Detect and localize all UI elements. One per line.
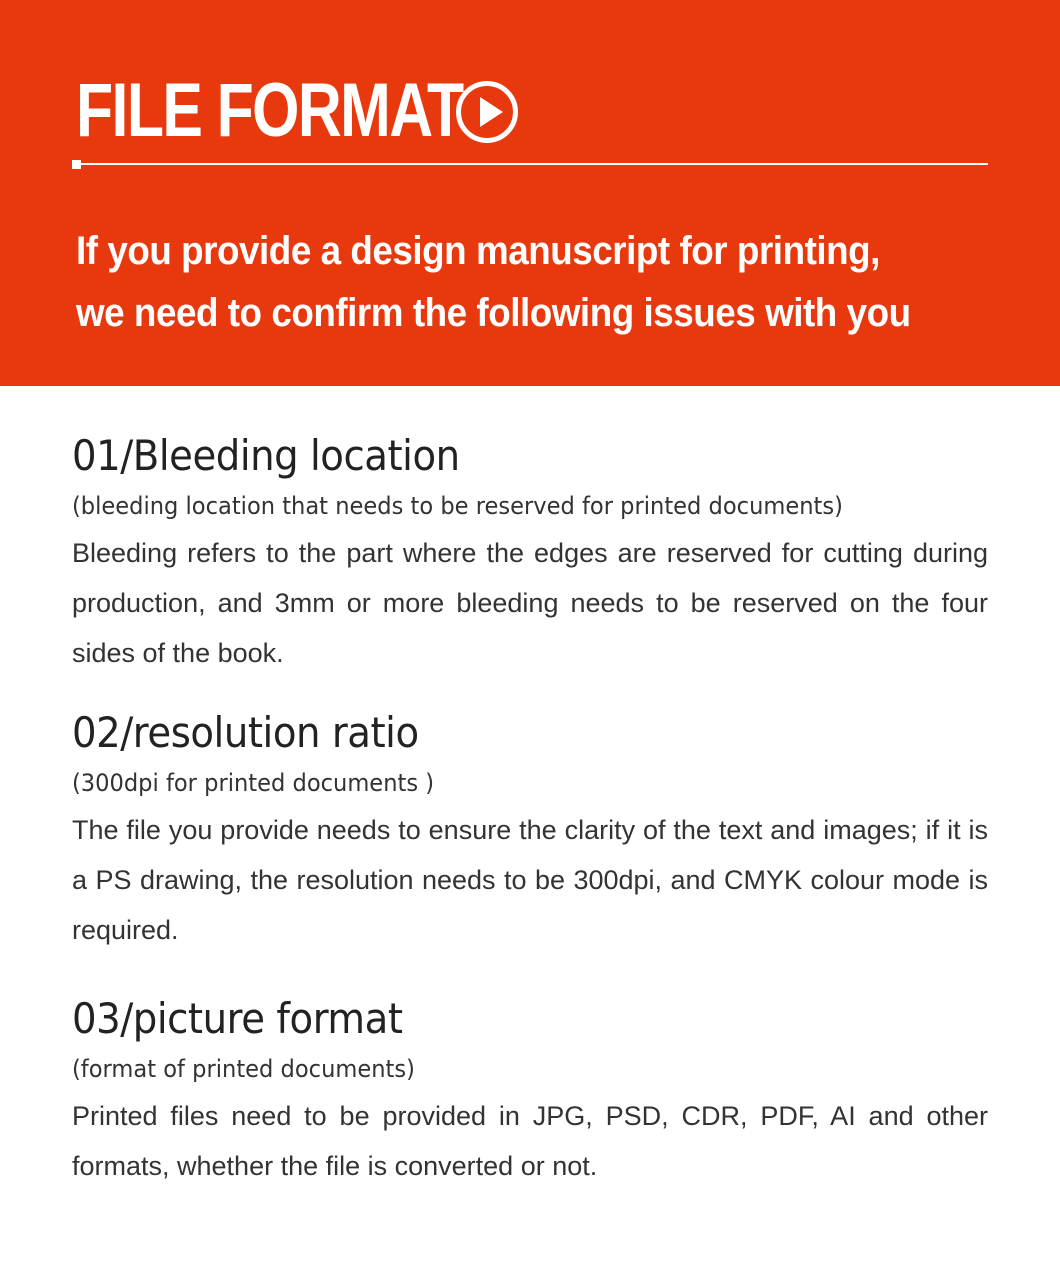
section-note: (300dpi for printed documents ) bbox=[72, 769, 435, 797]
header-subtitle bbox=[76, 220, 978, 344]
header-banner bbox=[0, 0, 1060, 386]
section-body: The file you provide needs to ensure the clarity of the text and images; if it is a PS drawing, the resolution needs to be 300dpi, and CMYK colour mode is required. bbox=[72, 815, 988, 945]
section-note: (bleeding location that needs to be reserved for printed documents) bbox=[72, 492, 843, 520]
play-circle-icon bbox=[455, 80, 519, 144]
section-heading: 02/resolution ratio bbox=[72, 708, 419, 757]
page-title: FILE FORMAT bbox=[76, 68, 463, 153]
section-body: Printed files need to be provided in JPG, PSD, CDR, PDF, AI and other formats, whether the file is converted or not. bbox=[72, 1101, 988, 1181]
subtitle-line-2: we need to confirm the following issues with you bbox=[76, 291, 911, 335]
section-resolution bbox=[72, 707, 988, 955]
section-heading: 03/picture format bbox=[72, 994, 403, 1043]
section-note: (format of printed documents) bbox=[72, 1055, 415, 1083]
section-bleeding bbox=[72, 430, 988, 678]
section-picture-format bbox=[72, 993, 988, 1191]
section-heading: 01/Bleeding location bbox=[72, 431, 460, 480]
section-body: Bleeding refers to the part where the edges are reserved for cutting during production, and 3mm or more bleeding needs to be reserved on the four sides of the book. bbox=[72, 538, 988, 668]
divider-line bbox=[76, 163, 988, 165]
subtitle-line-1: If you provide a design manuscript for printing, bbox=[76, 229, 880, 273]
divider-dot bbox=[72, 160, 81, 169]
